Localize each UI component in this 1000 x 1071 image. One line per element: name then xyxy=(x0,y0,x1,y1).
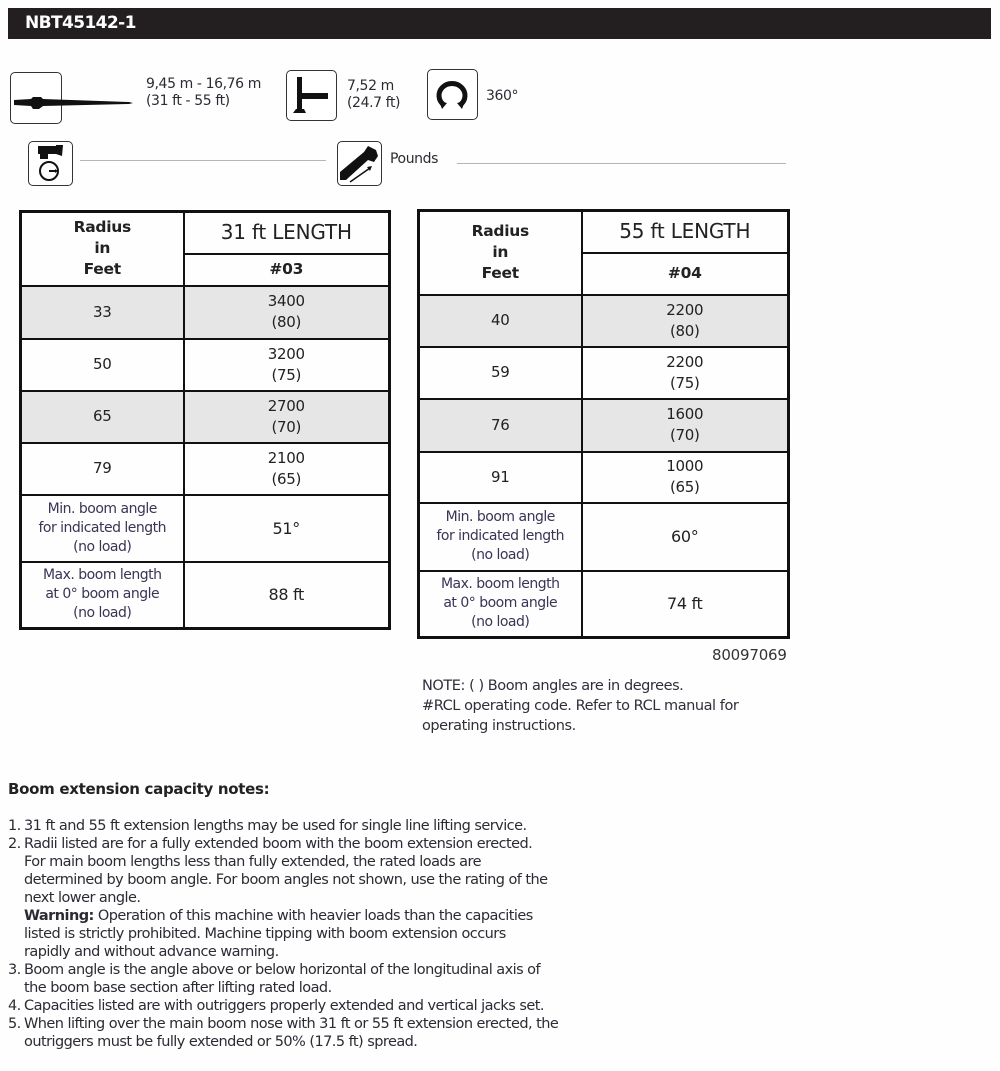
radius-cell: 79 xyxy=(21,443,184,495)
radius-header: Radius in Feet xyxy=(419,211,582,295)
boom-extension-imperial: (31 ft - 55 ft) xyxy=(146,93,230,109)
max-length-row xyxy=(419,571,789,638)
jib-height-spec xyxy=(347,78,400,112)
table-row xyxy=(21,443,390,495)
max-length-value: 74 ft xyxy=(582,571,789,638)
capacity-cell: 3200 (75) xyxy=(184,339,390,391)
notes-heading: Boom extension capacity notes: xyxy=(8,780,270,798)
jib-height-imperial: (24.7 ft) xyxy=(347,95,401,111)
boom-extension-metric: 9,45 m - 16,76 m xyxy=(146,76,261,92)
length-header: 55 ft LENGTH xyxy=(582,211,789,253)
max-length-label: Max. boom length at 0° boom angle (no load) xyxy=(21,562,184,629)
boom-lift-icon xyxy=(337,141,382,186)
rotation-360-icon xyxy=(427,69,478,120)
boom-extension-icon xyxy=(10,72,62,124)
load-chart-55ft xyxy=(417,209,790,639)
min-angle-value: 60° xyxy=(582,503,789,571)
note-item-4: 4. Capacities listed are with outriggers properly extended and vertical jacks set. xyxy=(8,998,544,1014)
min-angle-value: 51° xyxy=(184,495,390,562)
jib-height-icon xyxy=(286,70,337,121)
capacity-cell: 2700 (70) xyxy=(184,391,390,443)
table-row xyxy=(21,339,390,391)
rcl-code: #04 xyxy=(582,253,789,295)
outrigger-fill-line xyxy=(80,160,326,161)
table-note xyxy=(422,676,802,736)
table-row xyxy=(419,399,789,452)
capacity-units-label: Pounds xyxy=(390,151,439,167)
table-row xyxy=(419,452,789,503)
jib-height-metric: 7,52 m xyxy=(347,78,394,94)
radius-cell: 33 xyxy=(21,286,184,339)
warning-text: Warning: Operation of this machine with heavier loads than the capacities xyxy=(24,908,533,924)
radius-cell: 76 xyxy=(419,399,582,452)
capacity-cell: 2200 (80) xyxy=(582,295,789,347)
note-item-2: 2. Radii listed are for a fully extended boom with the boom extension erected. For main boom lengths less than fully extended, the rated loads are determined by boom angle. For boom angles not shown, use the rating of the next lower angle. Warning: Operation of this machine with heavier loads than the capacities listed is strictly prohibited. Machine tipping with boom extension occurs rapidly and without advance warning. xyxy=(8,835,648,961)
page-title: NBT45142-1 xyxy=(25,13,136,33)
table-header-row xyxy=(21,212,390,254)
radius-cell: 59 xyxy=(419,347,582,399)
table-note-line: #RCL operating code. Refer to RCL manual for xyxy=(422,698,739,714)
table-row xyxy=(21,391,390,443)
length-header: 31 ft LENGTH xyxy=(184,212,390,254)
radius-cell: 91 xyxy=(419,452,582,503)
table-row xyxy=(419,347,789,399)
outrigger-spread-icon xyxy=(28,141,73,186)
max-length-row xyxy=(21,562,390,629)
table-note-line: operating instructions. xyxy=(422,718,576,734)
min-angle-row xyxy=(21,495,390,562)
radius-cell: 40 xyxy=(419,295,582,347)
notes-list xyxy=(8,817,648,1051)
table-note-line: NOTE: ( ) Boom angles are in degrees. xyxy=(422,678,684,694)
rcl-code: #03 xyxy=(184,254,390,286)
warning-label: Warning: xyxy=(24,908,94,924)
capacity-cell: 2100 (65) xyxy=(184,443,390,495)
drawing-number: 80097069 xyxy=(712,646,787,664)
table-row xyxy=(21,286,390,339)
capacity-cell: 3400 (80) xyxy=(184,286,390,339)
table-row xyxy=(419,295,789,347)
capacity-fill-line xyxy=(457,163,786,164)
radius-cell: 65 xyxy=(21,391,184,443)
capacity-cell: 2200 (75) xyxy=(582,347,789,399)
load-chart-31ft xyxy=(19,210,391,630)
max-length-label: Max. boom length at 0° boom angle (no load) xyxy=(419,571,582,638)
boom-extension-spec xyxy=(146,76,261,110)
capacity-cell: 1600 (70) xyxy=(582,399,789,452)
min-angle-label: Min. boom angle for indicated length (no load) xyxy=(419,503,582,571)
max-length-value: 88 ft xyxy=(184,562,390,629)
note-item-3: 3. Boom angle is the angle above or below horizontal of the longitudinal axis of the boom base section after lifting rated load. xyxy=(8,962,541,996)
rotation-spec: 360° xyxy=(486,88,519,104)
note-item-5: 5. When lifting over the main boom nose with 31 ft or 55 ft extension erected, the outriggers must be fully extended or 50% (17.5 ft) spread. xyxy=(8,1016,559,1050)
min-angle-row xyxy=(419,503,789,571)
capacity-cell: 1000 (65) xyxy=(582,452,789,503)
table-header-row xyxy=(419,211,789,253)
radius-header: Radius in Feet xyxy=(21,212,184,286)
title-bar xyxy=(8,8,991,39)
radius-cell: 50 xyxy=(21,339,184,391)
min-angle-label: Min. boom angle for indicated length (no load) xyxy=(21,495,184,562)
note-item-1: 1. 31 ft and 55 ft extension lengths may be used for single line lifting service. xyxy=(8,818,527,834)
